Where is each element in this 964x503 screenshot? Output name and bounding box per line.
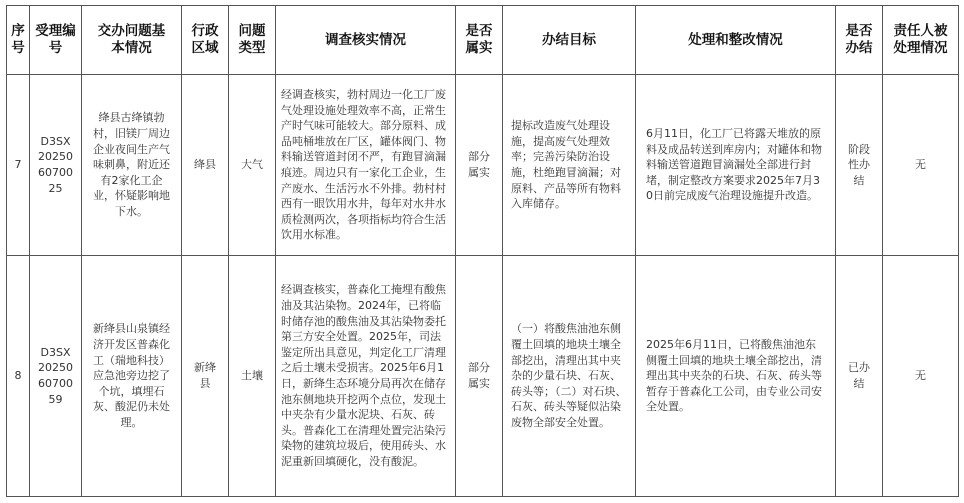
header-type: 问题类型 xyxy=(229,6,276,75)
cell-closed: 已办结 xyxy=(836,256,883,497)
header-region: 行政区域 xyxy=(182,6,229,75)
cell-goal: （一）将酸焦油池东侧覆土回填的地块土壤全部挖出，清理出其中夹杂的少量石块、石灰、砖头等；（二）对石块、石灰、砖头等疑似沾染废物全部安全处置。 xyxy=(503,256,636,497)
cell-type: 大气 xyxy=(229,75,276,256)
header-closed: 是否办结 xyxy=(836,6,883,75)
cell-type: 土壤 xyxy=(229,256,276,497)
cell-seq: 7 xyxy=(7,75,30,256)
cell-region: 新绛县 xyxy=(182,256,229,497)
cell-code: D3SX202506070059 xyxy=(30,256,82,497)
cell-goal: 提标改造废气处理设施，提高废气处理效率；完善污染防治设施，杜绝跑冒滴漏；对原料、产品等所有物料入库储存。 xyxy=(503,75,636,256)
header-issue: 交办问题基本情况 xyxy=(82,6,182,75)
cell-punished: 无 xyxy=(883,75,959,256)
header-code: 受理编号 xyxy=(30,6,82,75)
table-row xyxy=(7,256,959,497)
header-punished: 责任人被处理情况 xyxy=(883,6,959,75)
cell-seq: 8 xyxy=(7,256,30,497)
header-seq: 序号 xyxy=(7,6,30,75)
case-table xyxy=(6,5,959,497)
cell-issue: 新绛县山泉镇经济开发区普森化工（瑞地科技）应急池旁边挖了个坑，填埋石灰、酸泥仍未处理。 xyxy=(82,256,182,497)
table-row xyxy=(7,75,959,256)
cell-issue: 绛县古绛镇勃村，旧镁厂周边企业夜间生产气味刺鼻，附近还有2家化工企业，怀疑影响地下水。 xyxy=(82,75,182,256)
cell-region: 绛县 xyxy=(182,75,229,256)
header-goal: 办结目标 xyxy=(503,6,636,75)
cell-investigation: 经调查核实，勃村周边一化工厂废气处理设施处理效率不高，正常生产时气味可能较大。部分原料、成品吨桶堆放在厂区，罐体阀门、物料输送管道封闭不严，有跑冒滴漏痕迹。周边只有一家化工企业，生产废水、生活污水不外排。勃村村西有一眼饮用水井，每年对水井水质检测两次，各项指标均符合生活饮用水标准。 xyxy=(276,75,456,256)
cell-code: D3SX202506070025 xyxy=(30,75,82,256)
cell-rectification: 6月11日，化工厂已将露天堆放的原料及成品转送到库房内；对罐体和物料输送管道跑冒滴漏处全部进行封堵，制定整改方案要求2025年7月30日前完成废气治理设施提升改造。 xyxy=(636,75,836,256)
cell-verified: 部分属实 xyxy=(456,256,503,497)
header-rectification: 处理和整改情况 xyxy=(636,6,836,75)
cell-punished: 无 xyxy=(883,256,959,497)
cell-verified: 部分属实 xyxy=(456,75,503,256)
header-verified: 是否属实 xyxy=(456,6,503,75)
cell-investigation: 经调查核实，普森化工掩埋有酸焦油及其沾染物。2024年，已将临时储存池的酸焦油及其沾染物委托第三方安全处置。2025年，司法鉴定所出具意见，判定化工厂清理之后土壤未受损害。2025年6月1日，新绛生态环境分局再次在储存池东侧地块开挖两个点位，发现土中夹杂有少量水泥块、石灰、砖头。普森化工在清理处置完沾染污染物的建筑垃圾后，使用砖头、水泥重新回填硬化，没有酸泥。 xyxy=(276,256,456,497)
cell-rectification: 2025年6月11日，已将酸焦油池东侧覆土回填的地块土壤全部挖出，清理出其中夹杂的石块、石灰、砖头等暂存于普森化工公司，由专业公司安全处置。 xyxy=(636,256,836,497)
header-row xyxy=(7,6,959,75)
cell-closed: 阶段性办结 xyxy=(836,75,883,256)
header-investigation: 调查核实情况 xyxy=(276,6,456,75)
